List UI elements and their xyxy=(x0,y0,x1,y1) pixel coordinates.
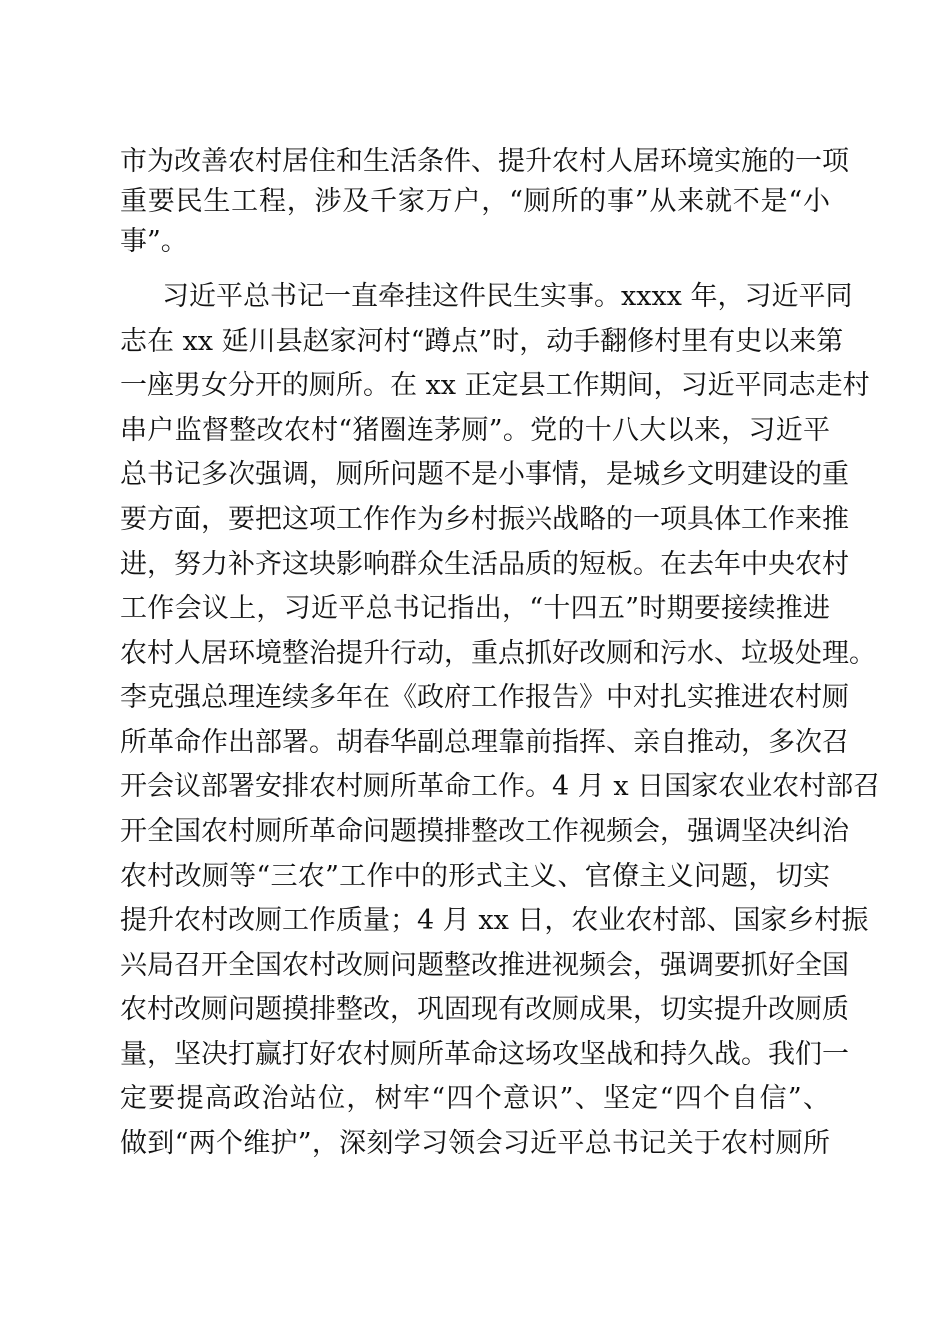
text-line: 串户监督整改农村“猪圈连茅厕”。党的十八大以来，习近平 xyxy=(120,415,830,446)
text-line: 量，坚决打赢打好农村厕所革命这场攻坚战和持久战。我们一 xyxy=(120,1039,849,1070)
paragraph-first-line: 习近平总书记一直牵挂这件民生实事。xxxx 年，习近平同 xyxy=(162,281,853,312)
text-line: 农村人居环境整治提升行动，重点抓好改厕和污水、垃圾处理。 xyxy=(120,638,876,669)
text-line: 提升农村改厕工作质量；4 月 xx 日，农业农村部、国家乡村振 xyxy=(120,905,869,936)
text-line: 要方面，要把这项工作作为乡村振兴战略的一项具体工作来推 xyxy=(120,504,849,535)
text-line: 开会议部署安排农村厕所革命工作。4 月 x 日国家农业农村部召 xyxy=(120,771,881,802)
text-line: 事”。 xyxy=(120,226,188,257)
text-line: 做到“两个维护”，深刻学习领会习近平总书记关于农村厕所 xyxy=(120,1128,830,1159)
text-line: 定要提高政治站位，树牢“四个意识”、坚定“四个自信”、 xyxy=(120,1083,830,1114)
text-line: 重要民生工程，涉及千家万户，“厕所的事”从来就不是“小 xyxy=(120,186,830,217)
text-line: 李克强总理连续多年在《政府工作报告》中对扎实推进农村厕 xyxy=(120,682,849,713)
text-line: 农村改厕等“三农”工作中的形式主义、官僚主义问题，切实 xyxy=(120,861,830,892)
text-line: 工作会议上，习近平总书记指出，“十四五”时期要接续推进 xyxy=(120,593,830,624)
text-line: 总书记多次强调，厕所问题不是小事情，是城乡文明建设的重 xyxy=(120,459,849,490)
text-line: 农村改厕问题摸排整改，巩固现有改厕成果，切实提升改厕质 xyxy=(120,994,849,1025)
text-line: 市为改善农村居住和生活条件、提升农村人居环境实施的一项 xyxy=(120,146,849,177)
text-line: 进，努力补齐这块影响群众生活品质的短板。在去年中央农村 xyxy=(120,549,849,580)
text-line: 开全国农村厕所革命问题摸排整改工作视频会，强调坚决纠治 xyxy=(120,816,849,847)
text-line: 一座男女分开的厕所。在 xx 正定县工作期间，习近平同志走村 xyxy=(120,370,870,401)
text-line: 志在 xx 延川县赵家河村“蹲点”时，动手翻修村里有史以来第 xyxy=(120,326,844,357)
text-line: 兴局召开全国农村改厕问题整改推进视频会，强调要抓好全国 xyxy=(120,950,849,981)
text-line: 所革命作出部署。胡春华副总理靠前指挥、亲自推动，多次召 xyxy=(120,727,849,758)
